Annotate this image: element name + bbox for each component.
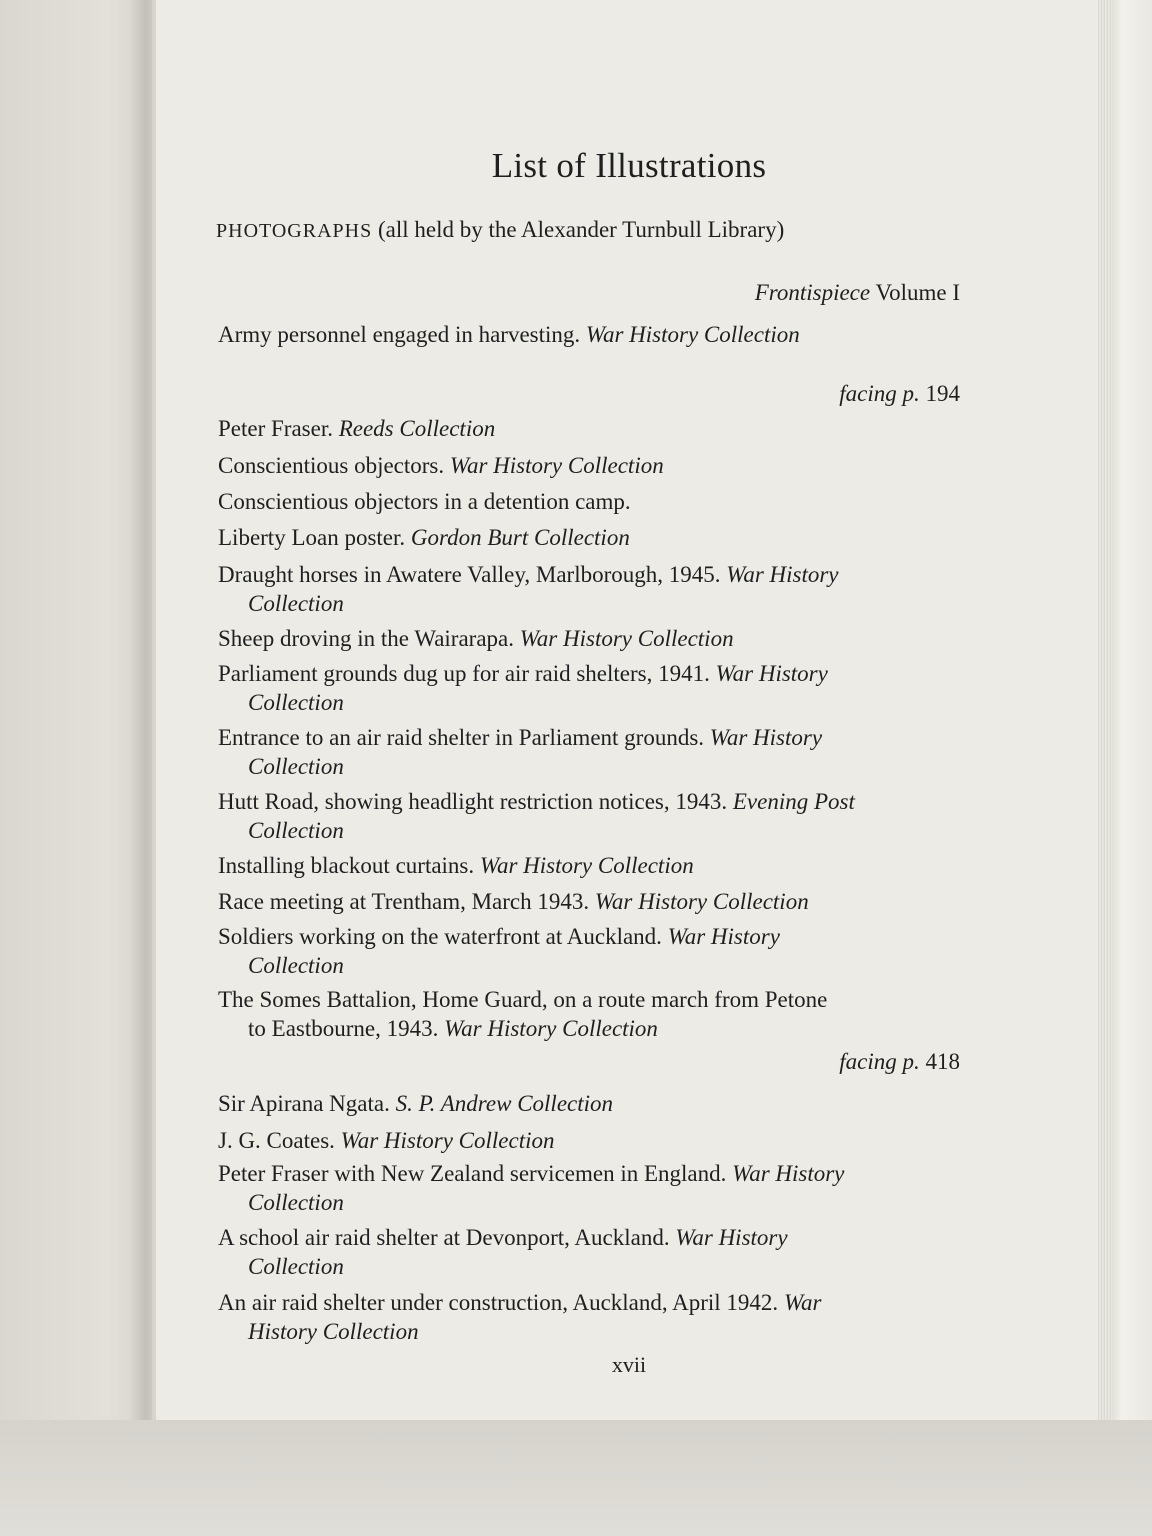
entry-text: An air raid shelter under construction, Auckland, April 1942. bbox=[218, 1290, 779, 1315]
entry-text: The Somes Battalion, Home Guard, on a route march from Petone bbox=[218, 987, 828, 1012]
list-item bbox=[218, 624, 958, 653]
entry-collection: Gordon Burt Collection bbox=[410, 525, 630, 550]
facing-label: facing p. bbox=[839, 1049, 920, 1074]
entry-collection: War History Collection bbox=[594, 889, 809, 914]
entry-text: Conscientious objectors in a detention camp. bbox=[218, 489, 631, 514]
spine-shadow bbox=[128, 0, 158, 1536]
facing-page-line bbox=[839, 381, 960, 407]
entry-collection-continued: Collection bbox=[248, 1254, 344, 1279]
entry-text: Sir Apirana Ngata. bbox=[218, 1091, 390, 1116]
entry-collection: War History Collection bbox=[585, 322, 800, 347]
entry-collection: Reeds Collection bbox=[338, 416, 496, 441]
list-item bbox=[218, 887, 958, 916]
list-item bbox=[218, 723, 958, 781]
list-item bbox=[218, 787, 958, 845]
entry-text-continued: to Eastbourne, 1943. bbox=[248, 1016, 439, 1041]
entry-text: Race meeting at Trentham, March 1943. bbox=[218, 889, 590, 914]
entry-text: A school air raid shelter at Devonport, Auckland. bbox=[218, 1225, 670, 1250]
section-heading-rest: (all held by the Alexander Turnbull Library) bbox=[377, 217, 785, 242]
entry-text: Draught horses in Awatere Valley, Marlborough, 1945. bbox=[218, 562, 721, 587]
list-item bbox=[218, 922, 958, 980]
list-item bbox=[218, 1288, 958, 1346]
entry-text: Parliament grounds dug up for air raid shelters, 1941. bbox=[218, 661, 710, 686]
entry-collection: War History Collection bbox=[479, 853, 694, 878]
entry-collection-continued: Collection bbox=[248, 818, 344, 843]
entry-collection: War History bbox=[732, 1161, 845, 1186]
frontispiece-label: Frontispiece bbox=[754, 280, 871, 305]
entry-collection: War History bbox=[726, 562, 839, 587]
list-item bbox=[218, 1089, 958, 1118]
entry-collection: War History Collection bbox=[340, 1128, 555, 1153]
facing-page-number: 194 bbox=[925, 381, 960, 406]
list-item bbox=[218, 985, 958, 1043]
entry-text: Peter Fraser with New Zealand servicemen in England. bbox=[218, 1161, 727, 1186]
entry-text: Soldiers working on the waterfront at Auckland. bbox=[218, 924, 662, 949]
entry-text: Peter Fraser. bbox=[218, 416, 333, 441]
page-edges bbox=[1098, 0, 1112, 1420]
entry-collection: S. P. Andrew Collection bbox=[395, 1091, 614, 1116]
list-item bbox=[218, 1223, 958, 1281]
entry-collection: War History Collection bbox=[519, 626, 734, 651]
list-item bbox=[218, 851, 958, 880]
entry-collection: War History bbox=[709, 725, 823, 750]
surface-below-book bbox=[0, 1420, 1152, 1536]
entry-collection: War History bbox=[667, 924, 780, 949]
entry-text: J. G. Coates. bbox=[218, 1128, 335, 1153]
entry-text: Installing blackout curtains. bbox=[218, 853, 475, 878]
entry-collection: War History bbox=[715, 661, 828, 686]
entry-text: Conscientious objectors. bbox=[218, 453, 445, 478]
list-item bbox=[218, 560, 958, 618]
book-page bbox=[156, 0, 1102, 1536]
page-number: xvii bbox=[611, 1352, 647, 1377]
list-item bbox=[218, 487, 958, 516]
list-item bbox=[218, 1159, 958, 1217]
list-item bbox=[218, 414, 958, 443]
facing-label: facing p. bbox=[839, 381, 920, 406]
entry-text: Sheep droving in the Wairarapa. bbox=[218, 626, 514, 651]
entry-collection: War bbox=[783, 1290, 822, 1315]
facing-page-line bbox=[839, 1049, 960, 1075]
section-heading bbox=[216, 217, 784, 243]
entry-collection: War History bbox=[675, 1225, 788, 1250]
frontispiece-line bbox=[755, 280, 960, 306]
section-heading-caps: PHOTOGRAPHS bbox=[216, 220, 373, 242]
entry-collection-continued: Collection bbox=[248, 953, 344, 978]
entry-collection-continued: History Collection bbox=[248, 1319, 419, 1344]
entry-collection-continued: Collection bbox=[248, 1190, 344, 1215]
entry-text: Entrance to an air raid shelter in Parliament grounds. bbox=[218, 725, 705, 750]
list-item bbox=[218, 320, 958, 349]
entry-collection: Evening Post bbox=[732, 789, 855, 814]
facing-page-number: 418 bbox=[925, 1049, 960, 1074]
entry-collection-continued: Collection bbox=[248, 690, 344, 715]
entry-text: Army personnel engaged in harvesting. bbox=[218, 322, 581, 347]
list-item bbox=[218, 451, 958, 480]
frontispiece-volume: Volume I bbox=[875, 280, 960, 305]
entry-collection: War History Collection bbox=[449, 453, 664, 478]
entry-text: Hutt Road, showing headlight restriction notices, 1943. bbox=[218, 789, 728, 814]
entry-collection-continued: Collection bbox=[248, 591, 344, 616]
entry-collection: War History Collection bbox=[444, 1016, 658, 1041]
entry-text: Liberty Loan poster. bbox=[218, 525, 406, 550]
list-item bbox=[218, 1126, 958, 1155]
list-item bbox=[218, 659, 958, 717]
list-item bbox=[218, 523, 958, 552]
entry-collection-continued: Collection bbox=[248, 754, 344, 779]
page-title: List of Illustrations bbox=[491, 146, 767, 185]
